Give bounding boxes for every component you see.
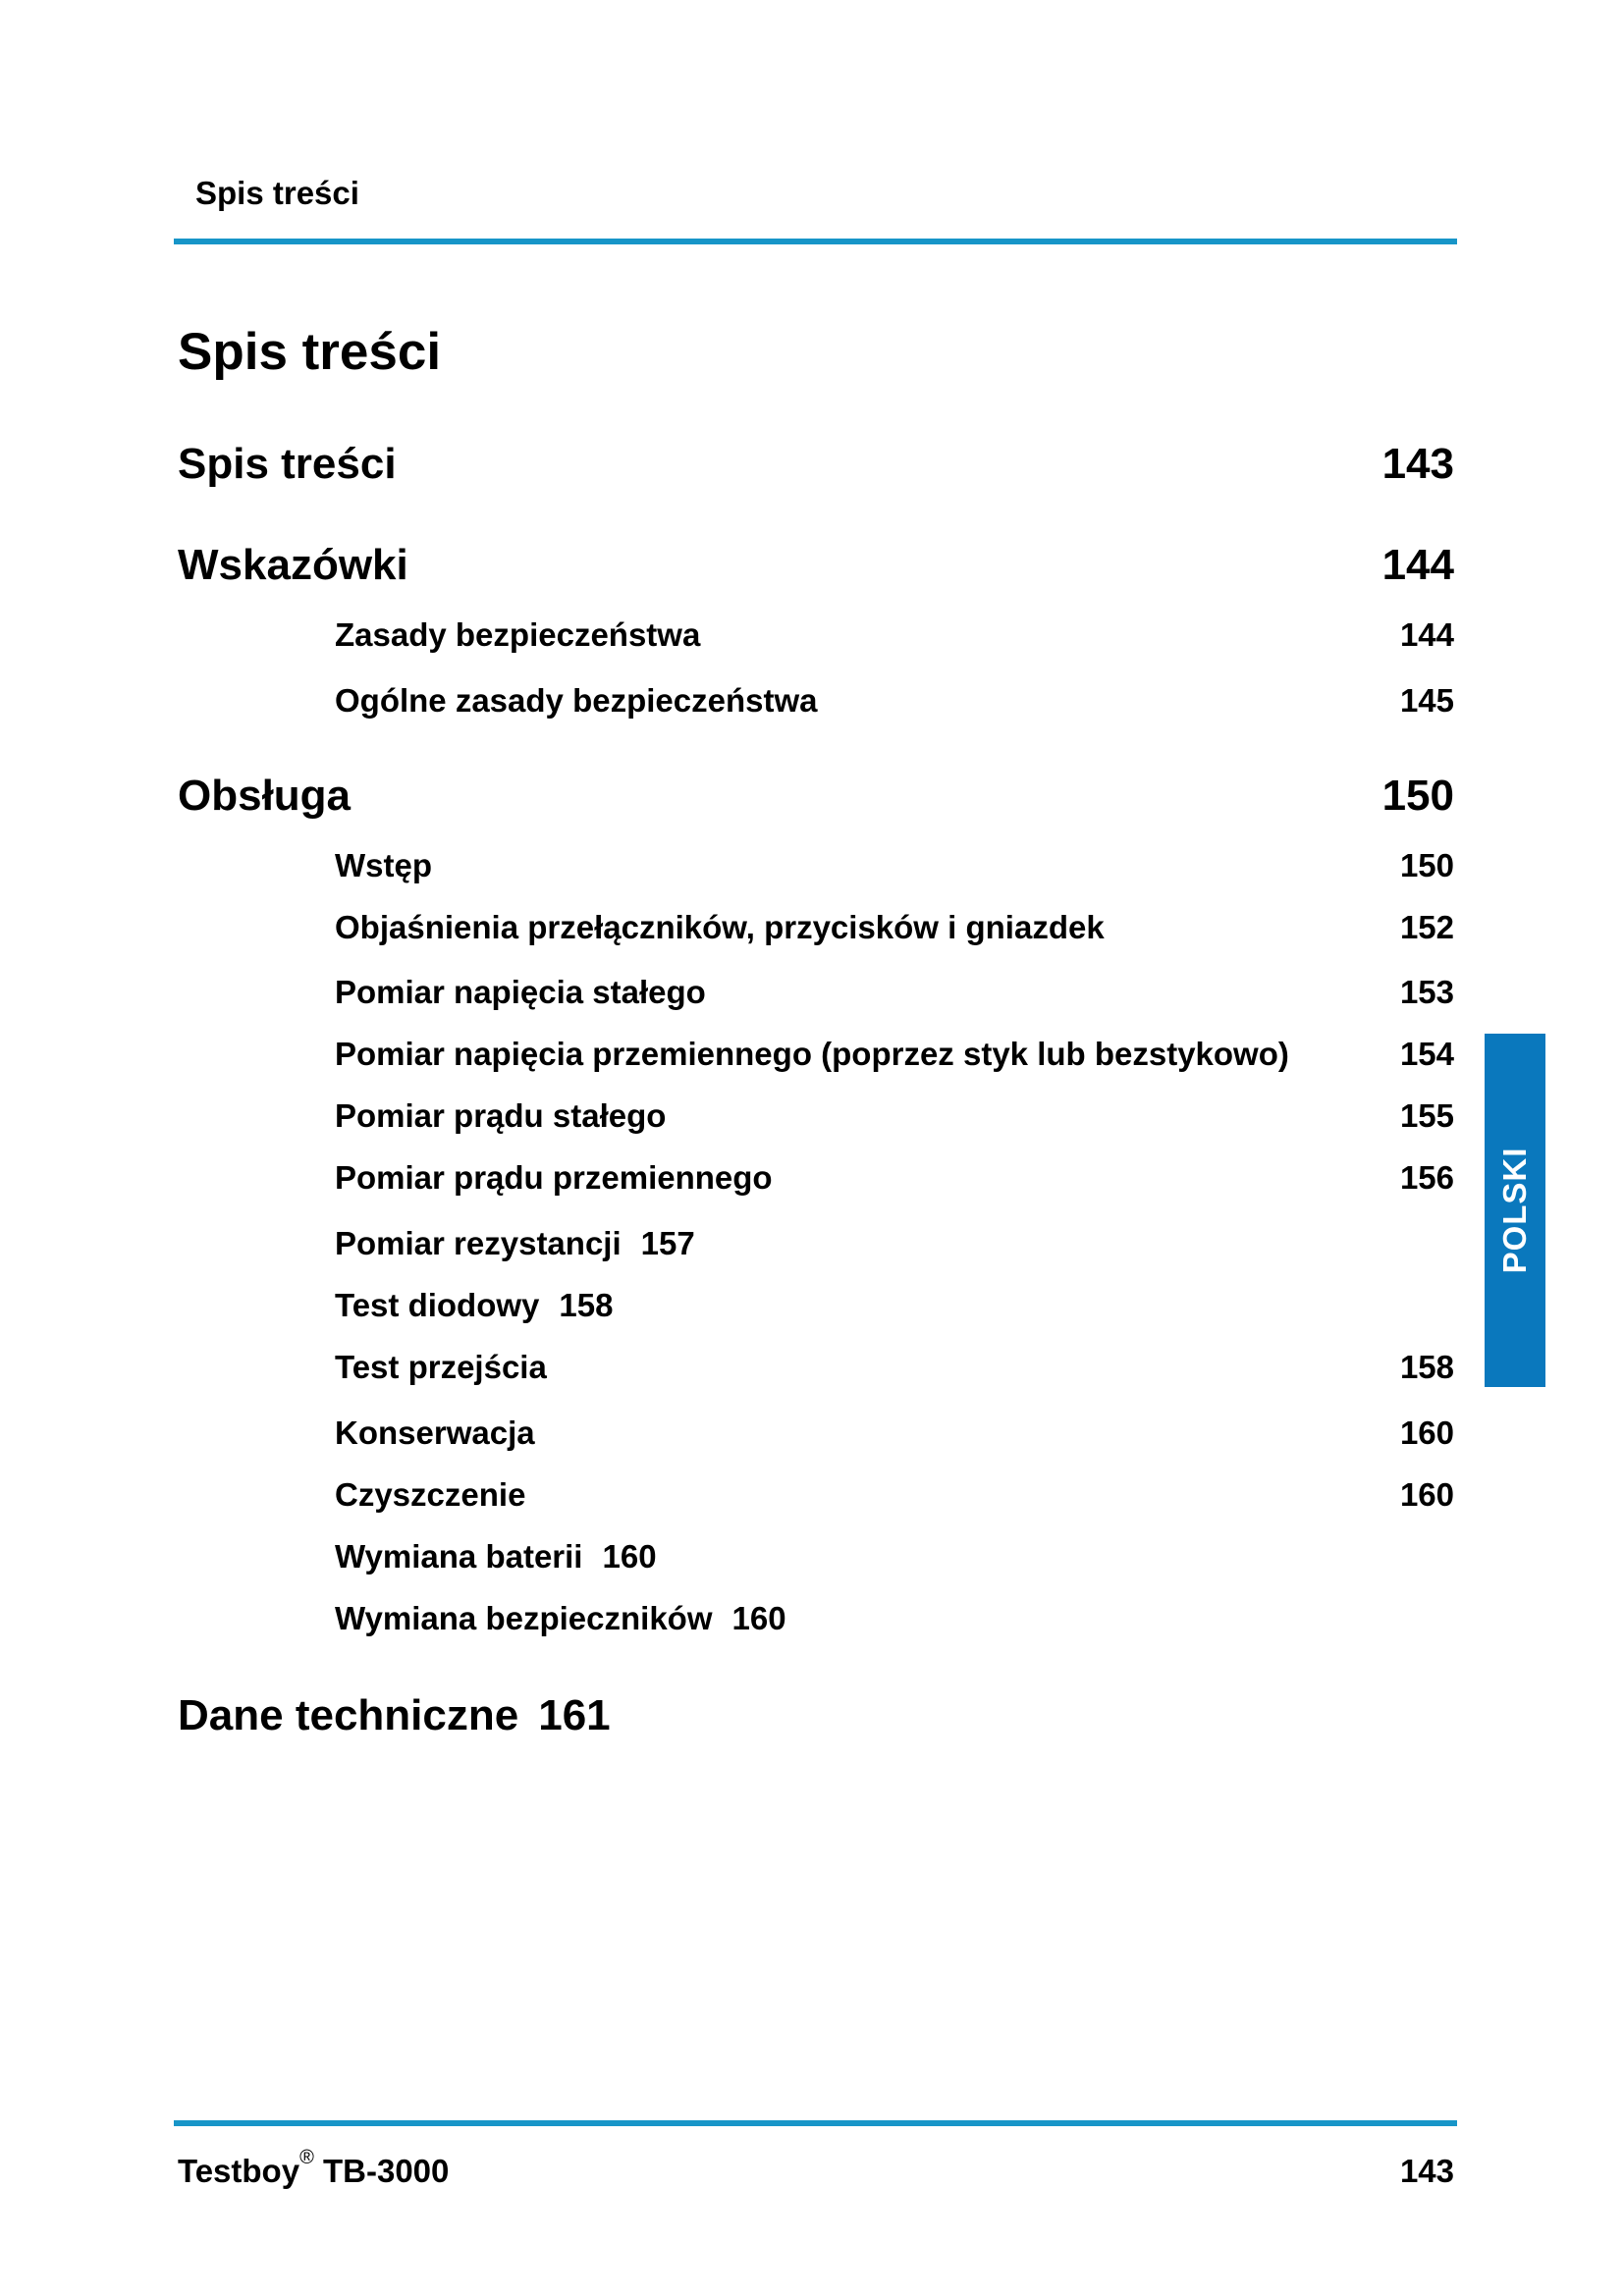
toc-entry-page: 150 — [1399, 847, 1454, 883]
toc-entry-title: Wstęp — [335, 847, 432, 883]
toc-entry-title: Wskazówki — [178, 541, 408, 589]
toc-entry-title-text: Dane techniczne — [178, 1691, 519, 1739]
toc-entry-title-text: Pomiar rezystancji — [335, 1225, 622, 1261]
toc-entry-title: Test przejścia — [335, 1349, 547, 1385]
toc-entry-title: Obsługa — [178, 772, 352, 820]
toc-entry-title — [335, 1287, 613, 1324]
toc-entry-title-text: Wymiana bezpieczników — [335, 1600, 713, 1636]
toc-entry-title — [335, 1538, 657, 1575]
toc-entry-page: 144 — [1399, 616, 1454, 653]
registered-mark: ® — [299, 2147, 314, 2168]
toc-entry-page: 161 — [538, 1691, 611, 1739]
toc-entry-title: Pomiar prądu stałego — [335, 1097, 667, 1134]
toc-entry-title: Pomiar prądu przemiennego — [335, 1159, 773, 1196]
toc-entry-page: 160 — [602, 1538, 657, 1575]
footer-product — [178, 2147, 450, 2190]
footer-rule — [174, 2120, 1457, 2126]
toc-entry-page: 157 — [640, 1225, 695, 1261]
page-title: Spis treści — [178, 323, 442, 381]
toc-entry-title: Objaśnienia przełączników, przycisków i gniazdek — [335, 909, 1105, 945]
toc-entry-page: 156 — [1399, 1159, 1454, 1196]
toc-entry-page: 144 — [1381, 541, 1454, 589]
toc-entry-page: 152 — [1399, 909, 1454, 945]
language-tab-label: POLSKI — [1496, 1147, 1533, 1274]
toc-entry-title — [335, 1600, 786, 1637]
language-tab — [1485, 1034, 1545, 1387]
toc-entry-page: 145 — [1399, 682, 1454, 719]
toc-entry-page: 153 — [1399, 974, 1454, 1010]
toc-entry-page: 160 — [731, 1600, 786, 1636]
toc-entry-title-text: Wymiana baterii — [335, 1538, 583, 1575]
toc-entry-title — [335, 1225, 695, 1262]
toc-entry-title: Pomiar napięcia przemiennego (poprzez styk lub bezstykowo) — [335, 1036, 1289, 1072]
toc-entry-title: Zasady bezpieczeństwa — [335, 616, 701, 653]
toc-entry-page: 150 — [1381, 772, 1454, 820]
toc-entry-page: 155 — [1399, 1097, 1454, 1134]
toc-entry-title — [178, 1691, 611, 1740]
footer-page-number: 143 — [1399, 2153, 1454, 2189]
toc-entry-title: Konserwacja — [335, 1415, 535, 1451]
toc-entry-page: 160 — [1399, 1476, 1454, 1513]
toc-entry-title: Pomiar napięcia stałego — [335, 974, 706, 1010]
running-header: Spis treści — [195, 175, 359, 211]
toc-entry-title: Spis treści — [178, 440, 397, 488]
toc-entry-page: 160 — [1399, 1415, 1454, 1451]
header-rule — [174, 239, 1457, 244]
toc-entry-page: 143 — [1381, 440, 1454, 488]
toc-entry-page: 158 — [1399, 1349, 1454, 1385]
footer-model: TB-3000 — [323, 2153, 450, 2189]
toc-entry-title: Ogólne zasady bezpieczeństwa — [335, 682, 818, 719]
toc-entry-page: 158 — [559, 1287, 614, 1323]
footer-brand: Testboy — [178, 2153, 300, 2189]
toc-entry-title-text: Test diodowy — [335, 1287, 540, 1323]
toc-entry-title: Czyszczenie — [335, 1476, 526, 1513]
toc-entry-page: 154 — [1399, 1036, 1454, 1072]
